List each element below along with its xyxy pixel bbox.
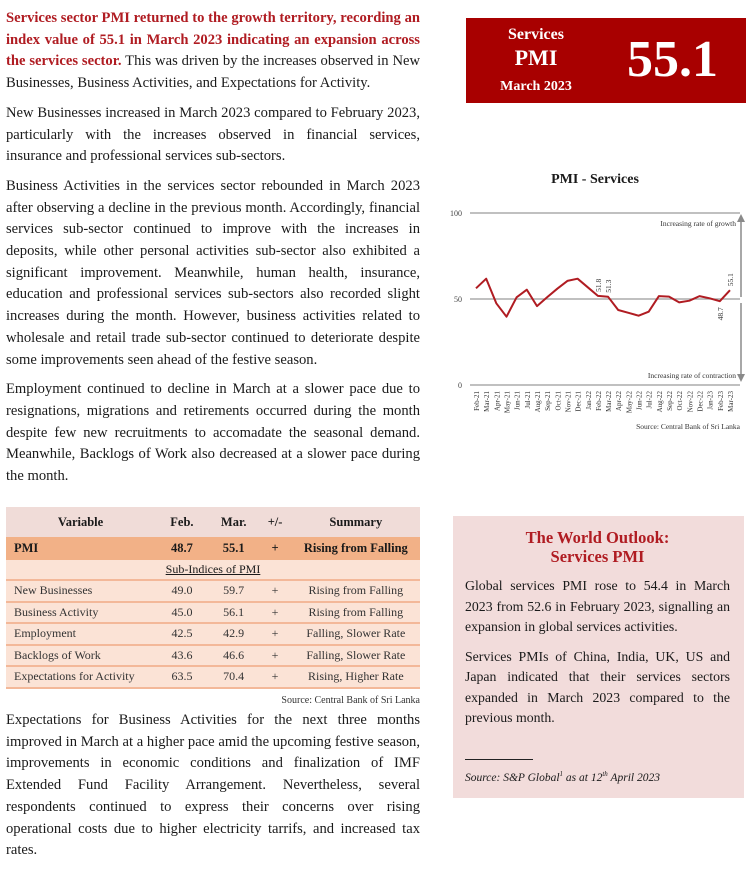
cell-summary: Rising from Falling xyxy=(292,537,420,560)
intro-highlight: Services sector PMI returned to the growth territory, recording an index value of 55.1 in March 2023 indicating an expansion across the services sector. xyxy=(6,10,420,70)
table-row xyxy=(6,645,420,667)
x-tick-label: Jun-21 xyxy=(513,391,522,411)
cell-change: + xyxy=(259,623,292,645)
x-tick-label: Aug-21 xyxy=(533,391,542,413)
cell-variable: Backlogs of Work xyxy=(6,645,155,667)
world-outlook-paragraph-2: Services PMIs of China, India, UK, US and Japan indicated that their services sectors expanded in March 2023 compared to the previous month. xyxy=(465,648,730,725)
y-tick-label: 100 xyxy=(450,209,462,218)
pmi-line-chart xyxy=(440,195,750,435)
closing-text xyxy=(6,710,420,870)
cell-feb: 48.7 xyxy=(155,537,209,560)
world-outlook-title-line1: The World Outlook: xyxy=(525,528,670,547)
x-tick-label: Oct-22 xyxy=(676,391,685,411)
world-outlook-title xyxy=(465,528,730,566)
table-row xyxy=(6,666,420,688)
x-tick-label: Feb-21 xyxy=(473,391,481,411)
cell-mar: 59.7 xyxy=(209,580,259,602)
main-text-column xyxy=(6,8,420,496)
arrow-up-icon xyxy=(737,214,745,222)
cell-variable: Employment xyxy=(6,623,155,645)
table-row xyxy=(6,580,420,602)
x-tick-label: Mar-21 xyxy=(483,391,492,412)
table-row xyxy=(6,602,420,624)
pmi-box-value: 55.1 xyxy=(627,31,718,88)
x-tick-label: Jul-21 xyxy=(523,391,532,409)
intro-paragraph xyxy=(6,8,420,95)
header-mar: Mar. xyxy=(209,507,259,537)
y-tick-label: 50 xyxy=(454,295,462,304)
header-variable: Variable xyxy=(6,507,155,537)
cell-feb: 49.0 xyxy=(155,580,209,602)
source-date-month: April 2023 xyxy=(607,771,660,784)
x-tick-label: Mar-22 xyxy=(605,391,614,412)
x-tick-label: May-22 xyxy=(625,391,634,414)
cell-summary: Falling, Slower Rate xyxy=(292,645,420,667)
cell-mar: 42.9 xyxy=(209,623,259,645)
source-text: Source: S&P Global xyxy=(465,771,560,784)
x-tick-label: Oct-21 xyxy=(554,391,563,411)
expectations-paragraph: Expectations for Business Activities for the next three months improved in March at a higher pace amid the upcoming festive season, improvements in economic conditions and finalization of IMF Extended Fund Facility Arrangement. Nevertheless, several respondents continued to express their concerns over rising operational costs due to higher electricity tarrifs, and increased tax rates. xyxy=(6,712,420,859)
data-label: 55.1 xyxy=(726,273,735,287)
x-tick-label: Feb-23 xyxy=(716,391,725,411)
header-summary: Summary xyxy=(292,507,420,537)
cell-summary: Rising from Falling xyxy=(292,602,420,624)
cell-change: + xyxy=(259,537,292,560)
x-tick-label: Jul-22 xyxy=(645,391,654,409)
table-row-pmi xyxy=(6,537,420,560)
x-tick-label: Jan-23 xyxy=(706,391,715,410)
cell-variable: PMI xyxy=(6,537,155,560)
x-tick-label: Dec-22 xyxy=(696,391,705,412)
cell-mar: 70.4 xyxy=(209,666,259,688)
cell-mar: 46.6 xyxy=(209,645,259,667)
x-tick-label: Dec-21 xyxy=(574,391,583,412)
cell-variable: New Businesses xyxy=(6,580,155,602)
x-tick-label: Nov-22 xyxy=(686,391,695,413)
source-date-text: as at 12 xyxy=(563,771,603,784)
data-label: 51.8 xyxy=(593,278,603,292)
x-tick-label: Feb-22 xyxy=(594,391,603,411)
world-outlook-source xyxy=(465,770,730,784)
y-tick-label: 0 xyxy=(458,381,462,390)
table-header-row xyxy=(6,507,420,537)
x-tick-label: Jun-22 xyxy=(635,391,644,411)
x-tick-label: Apr-22 xyxy=(615,391,624,412)
cell-change: + xyxy=(259,645,292,667)
x-tick-label: Jan-22 xyxy=(584,391,593,410)
cell-change: + xyxy=(259,602,292,624)
x-tick-label: Apr-21 xyxy=(493,391,502,412)
world-outlook-title-line2: Services PMI xyxy=(550,547,645,566)
cell-feb: 43.6 xyxy=(155,645,209,667)
cell-feb: 42.5 xyxy=(155,623,209,645)
table-subheading-row xyxy=(6,560,420,580)
pmi-box-label-services: Services xyxy=(508,26,564,43)
x-tick-label: Sep-22 xyxy=(666,391,675,411)
pmi-box-label-pmi: PMI xyxy=(514,45,558,70)
cell-change: + xyxy=(259,580,292,602)
growth-annotation: Increasing rate of growth xyxy=(660,219,736,228)
arrow-down-icon xyxy=(737,374,745,382)
x-tick-label: Sep-21 xyxy=(544,391,553,411)
x-tick-label: May-21 xyxy=(503,391,512,414)
header-change: +/- xyxy=(259,507,292,537)
cell-feb: 63.5 xyxy=(155,666,209,688)
cell-variable: Business Activity xyxy=(6,602,155,624)
chart-title: PMI - Services xyxy=(551,172,639,187)
employment-paragraph: Employment continued to decline in March at a slower pace due to resignations, migrations and retirements occurred during the month despite few new recruitments to accomadate the seasonal demand. Meanwhile, Backlogs of Work also decreased at a slower pace during the month. xyxy=(6,381,420,485)
table-row xyxy=(6,623,420,645)
data-label: 51.3 xyxy=(604,279,614,293)
business-activities-paragraph: Business Activities in the services sector rebounded in March 2023 after observing a decline in the previous month. Accordingly, financial services sub-sector continued to improve with the increases in deposits, while other personal activities sub-sector also exhibited a significant improvement. Meanwhile, human health, insurance, education and professional services sub-sectors also recorded slight increases during the month. However, business activities related to wholesale and retail trade sub-sector continued to deteriorate despite some improvements seen ahead of the festive season. xyxy=(6,177,420,368)
cell-variable: Expectations for Activity xyxy=(6,666,155,688)
sub-indices-heading: Sub-Indices of PMI xyxy=(6,560,420,580)
x-tick-label: Aug-22 xyxy=(655,391,664,413)
world-outlook-box xyxy=(453,516,744,798)
chart-source: Source: Central Bank of Sri Lanka xyxy=(636,422,740,431)
footnote-divider xyxy=(465,759,533,760)
intro-rest: This was driven by the increases observed in New Businesses, Business Activities, and Expectations for Activity. xyxy=(6,53,420,92)
pmi-series-line xyxy=(476,279,730,317)
cell-change: + xyxy=(259,666,292,688)
cell-mar: 56.1 xyxy=(209,602,259,624)
data-label: 48.7 xyxy=(715,307,725,321)
cell-summary: Rising, Higher Rate xyxy=(292,666,420,688)
new-businesses-paragraph: New Businesses increased in March 2023 compared to February 2023, particularly with the increases observed in financial services, insurance and professional services sub-sectors. xyxy=(6,104,420,165)
x-tick-label: Nov-21 xyxy=(564,391,573,413)
world-outlook-paragraph-1: Global services PMI rose to 54.4 in March 2023 from 52.6 in February 2023, signalling an expansion in global services activities. xyxy=(465,578,730,634)
header-feb: Feb. xyxy=(155,507,209,537)
ordinal-suffix: th xyxy=(602,769,608,778)
pmi-box-label-date: March 2023 xyxy=(500,79,572,94)
x-tick-label: Mar-23 xyxy=(727,391,735,412)
table-source: Source: Central Bank of Sri Lanka xyxy=(281,694,420,706)
footnote-marker: 1 xyxy=(559,769,564,778)
cell-summary: Falling, Slower Rate xyxy=(292,623,420,645)
contraction-annotation: Increasing rate of contraction xyxy=(647,371,736,380)
cell-mar: 55.1 xyxy=(209,537,259,560)
cell-feb: 45.0 xyxy=(155,602,209,624)
pmi-headline-box xyxy=(466,18,746,103)
cell-summary: Rising from Falling xyxy=(292,580,420,602)
pmi-summary-table xyxy=(6,507,420,706)
